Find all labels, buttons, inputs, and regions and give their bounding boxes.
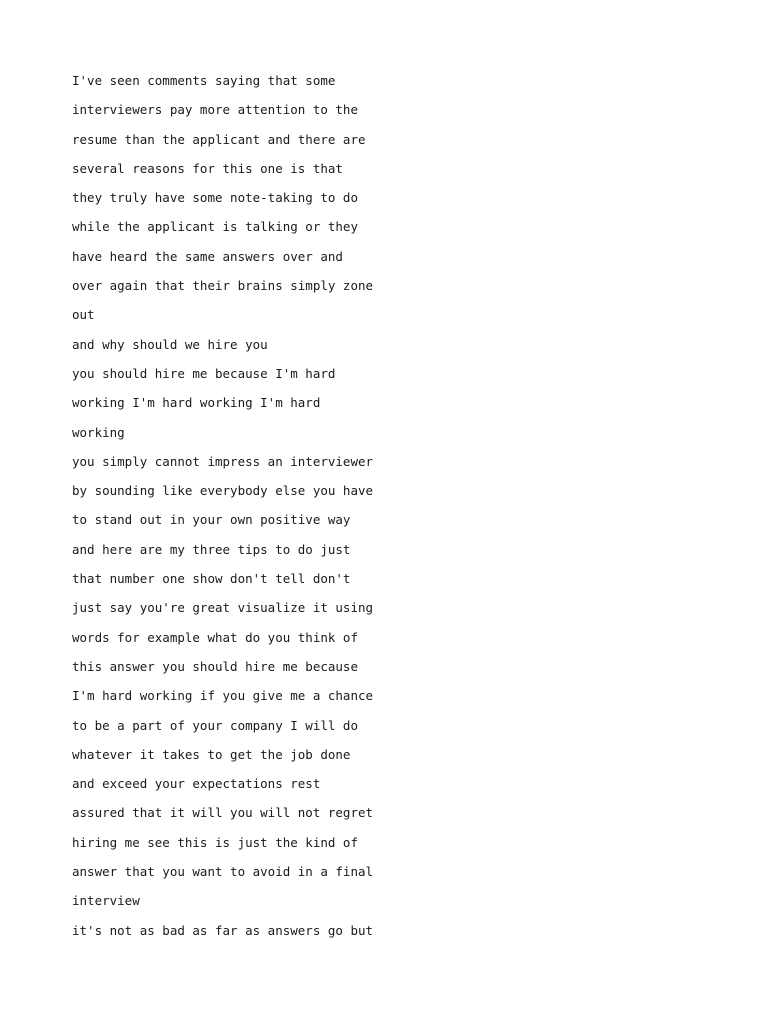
text-line: answer that you want to avoid in a final	[72, 864, 374, 880]
text-line: hiring me see this is just the kind of	[72, 834, 358, 850]
text-line: words for example what do you think of	[72, 629, 358, 645]
text-line: working I'm hard working I'm hard	[72, 395, 321, 411]
text-line: over again that their brains simply zone	[72, 278, 374, 294]
text-line: this answer you should hire me because	[72, 658, 358, 674]
text-line: and exceed your expectations rest	[72, 776, 321, 792]
text-line: assured that it will you will not regret	[72, 805, 374, 821]
text-line: working	[72, 424, 125, 440]
text-line: you simply cannot impress an interviewer	[72, 453, 374, 469]
transcript-text	[72, 66, 692, 945]
text-line: interviewers pay more attention to the	[72, 102, 358, 118]
text-line: several reasons for this one is that	[72, 160, 343, 176]
text-line: that number one show don't tell don't	[72, 571, 351, 587]
text-line: have heard the same answers over and	[72, 248, 343, 264]
text-line: while the applicant is talking or they	[72, 219, 358, 235]
text-line: by sounding like everybody else you have	[72, 483, 374, 499]
text-line: I'm hard working if you give me a chance	[72, 688, 374, 704]
text-line: resume than the applicant and there are	[72, 131, 366, 147]
text-line: to stand out in your own positive way	[72, 512, 351, 528]
text-line: out	[72, 307, 95, 323]
text-line: whatever it takes to get the job done	[72, 746, 351, 762]
text-line: interview	[72, 893, 140, 909]
text-line: it's not as bad as far as answers go but	[72, 922, 374, 938]
text-line: to be a part of your company I will do	[72, 717, 358, 733]
text-line: you should hire me because I'm hard	[72, 365, 336, 381]
text-line: and why should we hire you	[72, 336, 268, 352]
text-line: they truly have some note-taking to do	[72, 190, 358, 206]
text-line: and here are my three tips to do just	[72, 541, 351, 557]
text-line: just say you're great visualize it using	[72, 600, 374, 616]
text-line: I've seen comments saying that some	[72, 73, 336, 88]
